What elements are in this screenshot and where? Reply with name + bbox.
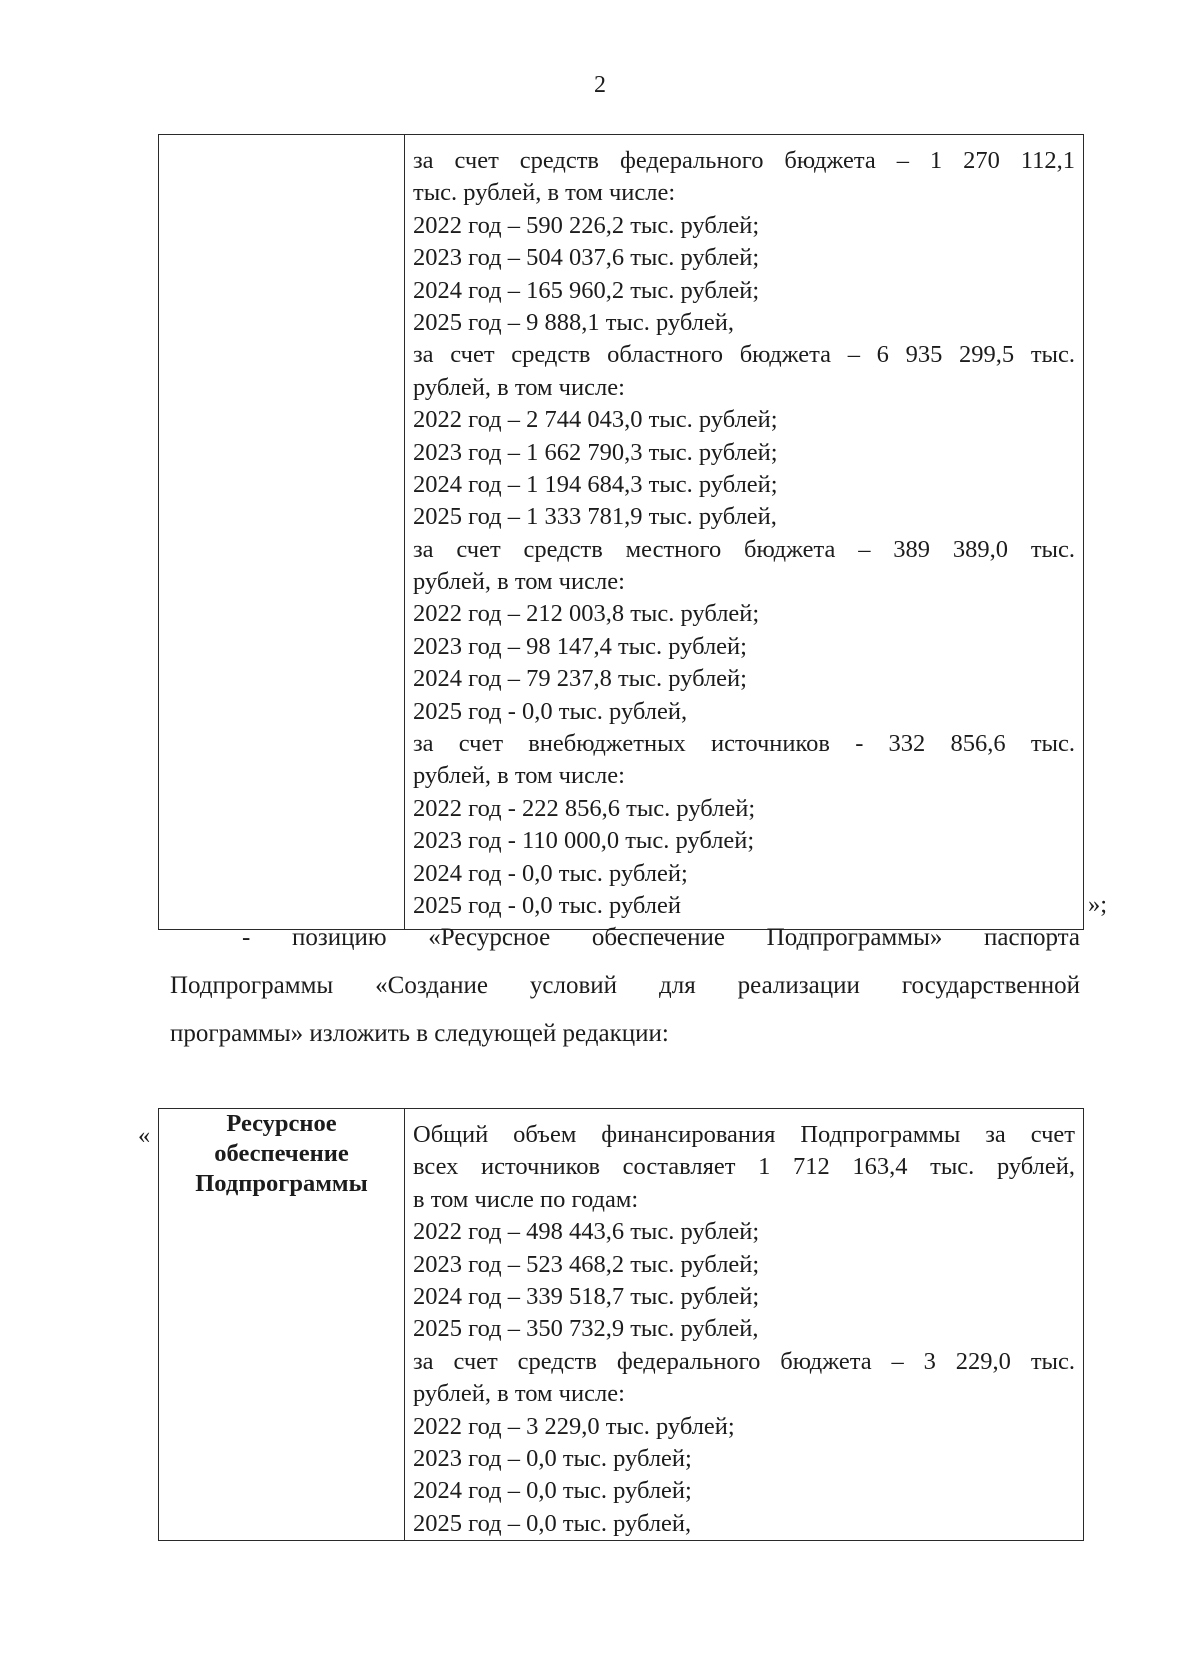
text-line: 2022 год – 498 443,6 тыс. рублей;	[413, 1218, 760, 1246]
text-line: рублей, в том числе:	[413, 762, 625, 790]
text-line: тыс. рублей, в том числе:	[413, 179, 676, 207]
text-line: за счет внебюджетных источников - 332 856,6 тыс.	[413, 730, 1075, 758]
text-line: 2024 год - 0,0 тыс. рублей;	[413, 859, 688, 887]
text-line: 2025 год – 0,0 тыс. рублей,	[413, 1509, 692, 1537]
resource-provision-lines	[405, 1109, 1083, 1540]
text-line: за счет средств областного бюджета – 6 935 299,5 тыс.	[413, 341, 1075, 369]
text-line: 2025 год - 0,0 тыс. рублей	[413, 891, 681, 919]
text-line: 2025 год – 350 732,9 тыс. рублей,	[413, 1315, 759, 1343]
text-line: 2025 год - 0,0 тыс. рублей,	[413, 697, 688, 725]
resource-provision-heading	[159, 1109, 405, 1541]
text-line: 2024 год – 339 518,7 тыс. рублей;	[413, 1282, 760, 1310]
resource-provision-details-cell	[405, 1109, 1084, 1541]
text-line: 2025 год – 9 888,1 тыс. рублей,	[413, 308, 735, 336]
text-line: 2022 год – 590 226,2 тыс. рублей;	[413, 211, 760, 239]
heading-line: обеспечение	[214, 1140, 349, 1167]
paragraph-line: - позицию «Ресурсное обеспечение Подпрограммы» паспорта	[242, 924, 1080, 951]
resource-provision-table	[158, 1108, 1084, 1541]
text-line: 2023 год – 98 147,4 тыс. рублей;	[413, 632, 747, 660]
paragraph-line: Подпрограммы «Создание условий для реализации государственной	[170, 972, 1080, 999]
heading-line: Ресурсное	[226, 1110, 337, 1137]
heading-line: Подпрограммы	[195, 1170, 368, 1197]
text-line: 2024 год – 1 194 684,3 тыс. рублей;	[413, 470, 778, 498]
text-line: Общий объем финансирования Подпрограммы за счет	[413, 1121, 1075, 1148]
text-line: за счет средств федерального бюджета – 1 270 112,1	[413, 147, 1075, 174]
text-line: 2024 год – 0,0 тыс. рублей;	[413, 1477, 692, 1505]
opening-quote-mark: «	[138, 1122, 151, 1149]
page-number: 2	[594, 72, 606, 98]
text-line: рублей, в том числе:	[413, 568, 625, 596]
text-line: 2025 год – 1 333 781,9 тыс. рублей,	[413, 503, 777, 531]
text-line: за счет средств федерального бюджета – 3 229,0 тыс.	[413, 1347, 1075, 1375]
text-line: 2022 год - 222 856,6 тыс. рублей;	[413, 794, 756, 822]
text-line: 2022 год – 3 229,0 тыс. рублей;	[413, 1412, 735, 1440]
text-line: в том числе по годам:	[413, 1185, 639, 1213]
funding-details-cell	[405, 135, 1084, 930]
text-line: 2023 год – 0,0 тыс. рублей;	[413, 1444, 692, 1472]
text-line: 2023 год - 110 000,0 тыс. рублей;	[413, 827, 755, 855]
funding-table-continuation	[158, 134, 1084, 930]
paragraph-line: программы» изложить в следующей редакции:	[170, 1020, 669, 1047]
text-line: 2023 год – 504 037,6 тыс. рублей;	[413, 244, 760, 272]
amendment-paragraph	[170, 914, 1080, 1058]
text-line: рублей, в том числе:	[413, 1380, 625, 1408]
text-line: 2023 год – 1 662 790,3 тыс. рублей;	[413, 438, 778, 466]
text-line: 2022 год – 2 744 043,0 тыс. рублей;	[413, 406, 778, 434]
text-line: рублей, в том числе:	[413, 373, 625, 401]
closing-quote-mark: »;	[1088, 891, 1108, 918]
text-line: за счет средств местного бюджета – 389 389,0 тыс.	[413, 535, 1075, 563]
empty-label-cell	[159, 135, 405, 930]
text-line: 2024 год – 165 960,2 тыс. рублей;	[413, 276, 760, 304]
text-line: всех источников составляет 1 712 163,4 тыс. рублей,	[413, 1153, 1075, 1181]
text-line: 2023 год – 523 468,2 тыс. рублей;	[413, 1250, 760, 1278]
text-line: 2022 год – 212 003,8 тыс. рублей;	[413, 600, 760, 628]
text-line: 2024 год – 79 237,8 тыс. рублей;	[413, 665, 747, 693]
funding-details-lines	[405, 135, 1083, 922]
